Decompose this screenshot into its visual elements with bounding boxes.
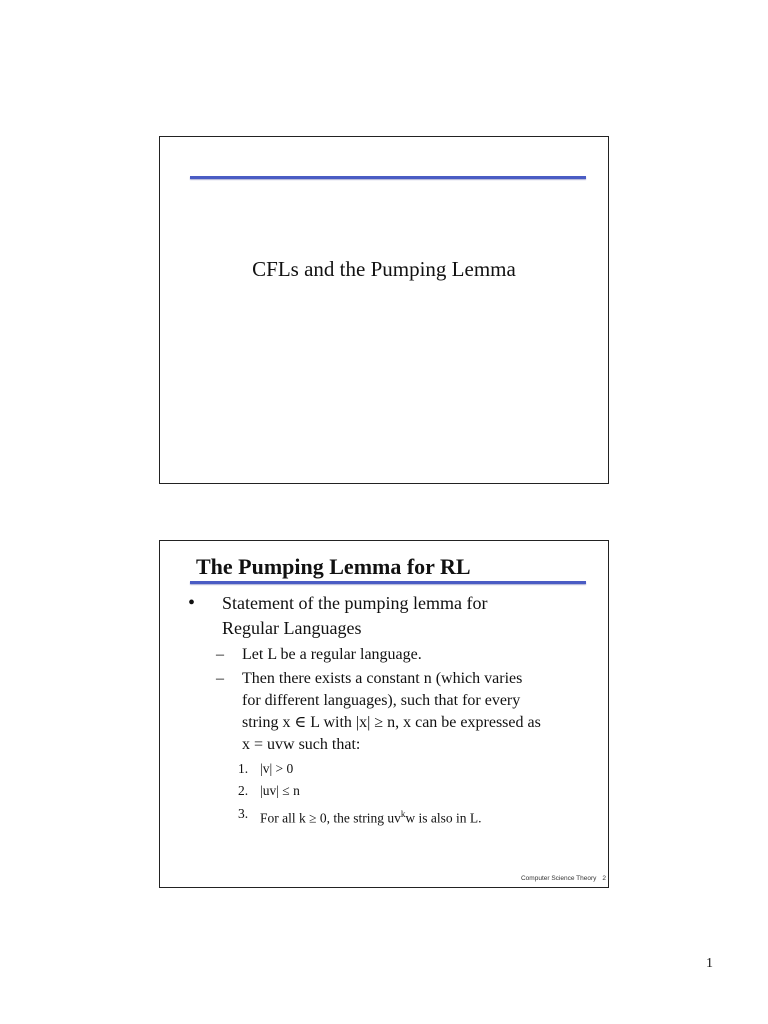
dash-marker: – [216, 646, 224, 663]
sub-item-2-line-4: x = uvw such that: [242, 736, 361, 753]
title-rule [190, 581, 586, 584]
slide-1-title: CFLs and the Pumping Lemma [252, 257, 516, 281]
dash-marker: – [216, 670, 224, 687]
slide-footer [521, 875, 606, 882]
footer-text: Computer Science Theory [520, 875, 597, 882]
statement-line-2: Regular Languages [222, 618, 362, 638]
condition-3 [260, 804, 482, 829]
bullet-marker: • [188, 592, 196, 614]
condition-1: |v| > 0 [260, 761, 294, 776]
sub-item-2-line-3: string x ∈ L with |x| ≥ n, x can be expressed as [242, 714, 541, 731]
title-rule [190, 176, 586, 179]
condition-3-superscript: k [400, 809, 406, 819]
slide-1 [159, 136, 609, 484]
sub-item-2-line-2: for different languages), such that for every [242, 692, 521, 709]
condition-2-number: 2. [238, 783, 249, 798]
condition-3-prefix: For all k ≥ 0, the string uv [260, 810, 401, 826]
condition-3-number: 3. [238, 806, 249, 821]
footer-slide-number: 2 [602, 875, 606, 882]
slide-2-title: The Pumping Lemma for RL [196, 554, 471, 579]
condition-3-suffix: w is also in L. [405, 810, 482, 826]
condition-1-number: 1. [238, 761, 249, 776]
condition-2: |uv| ≤ n [260, 783, 300, 798]
sub-item-2-line-1: Then there exists a constant n (which varies [242, 670, 523, 687]
page-number: 1 [706, 956, 713, 971]
sub-item-1: Let L be a regular language. [242, 646, 422, 663]
statement-line-1: Statement of the pumping lemma for [222, 593, 488, 613]
slide-2 [159, 540, 609, 888]
